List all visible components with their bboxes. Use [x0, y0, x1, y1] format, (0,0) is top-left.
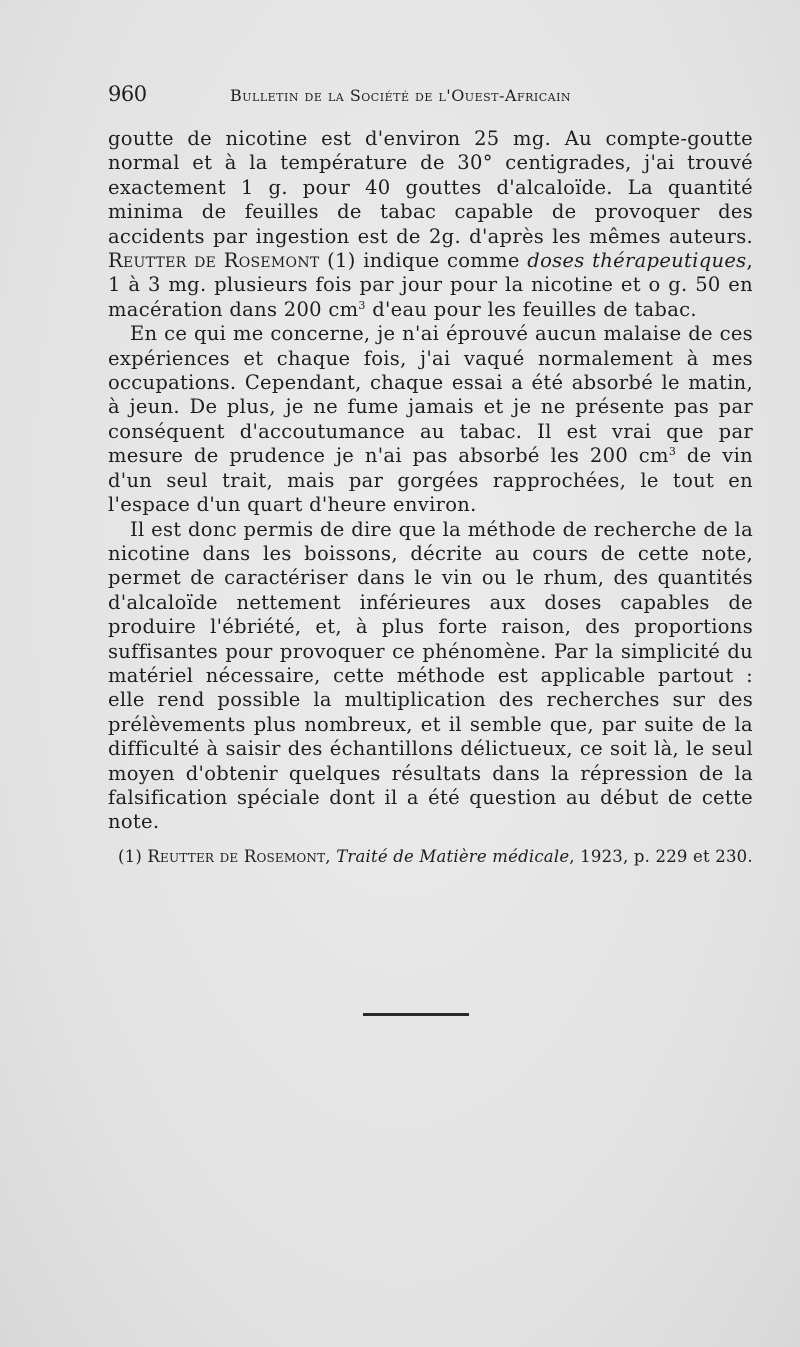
body-text — [108, 127, 753, 835]
italic-term: doses thérapeutiques — [527, 249, 747, 273]
footnote — [118, 846, 758, 868]
superscript: 3 — [358, 298, 366, 312]
author-name: Reutter de Rosemont — [108, 249, 320, 273]
footnote-rest: , 1923, p. 229 et 230. — [569, 847, 753, 866]
footnote-title: Traité de Matière médicale — [336, 847, 570, 866]
paragraph-text: d'eau pour les feuilles de tabac. — [365, 297, 697, 321]
end-rule — [363, 1013, 469, 1016]
paragraph-2 — [108, 322, 753, 517]
footnote-marker: (1) — [118, 847, 148, 866]
superscript: 3 — [668, 445, 677, 459]
paragraph-3: Il est donc permis de dire que la méthode de recherche de la nicotine dans les boissons, décrite au cours de cette note, permet de caractériser dans le vin ou le rhum, des quantités d'alcaloïde nettement inférieures aux doses capables de produire l'ébriété, et, à plus forte raison, des proportions suffisantes pour provoquer ce phénomène. Par la simplicité du matériel nécessaire, cette méthode est applicable partout : elle rend possible la multiplication des recherches sur des prélèvements plus nombreux, et il semble que, par suite de la difficulté à saisir des échantillons délictueux, ce soit là, le seul moyen d'obtenir quelques résultats dans la répression de la falsification spéciale dont il a été question au début de cette note. — [108, 517, 753, 834]
page-number: 960 — [108, 82, 147, 106]
running-title: Bulletin de la Société de l'Ouest-Africain — [230, 86, 572, 105]
paragraph-text: goutte de nicotine est d'environ 25 mg. Au compte-goutte normal et à la température de 30° centigrades, j'ai trouvé exactement 1 g. pour 40 gouttes d'alcaloïde. La quantité minima de feuilles de tabac capable de provoquer des accidents par ingestion est de 2g. d'après les mêmes auteurs. — [108, 127, 753, 248]
paragraph-text: En ce qui me concerne, je n'ai éprouvé aucun malaise de ces expériences et chaque fois, j'ai vaqué normalement à mes occupations. Cependant, chaque essai a été absorbé le matin, à jeun. De plus, je ne fume jamais et je ne présente pas par conséquent d'accoutumance au tabac. Il est vrai que par mesure de prudence je n'ai pas absorbé les 200 cm — [108, 322, 753, 468]
paragraph-text: , 1 à 3 mg. plusieurs fois par jour pour la nicotine et o g. 50 en macération dans 200 cm — [108, 249, 753, 321]
page-header — [108, 82, 748, 112]
paragraph-text: de vin d'un seul trait, mais par gorgées rapprochées, le tout en l'espace d'un quart d'heure environ. — [108, 444, 753, 517]
footnote-author: Reutter de Rosemont — [147, 847, 326, 866]
paragraph-text: (1) indique comme — [319, 249, 528, 273]
footnote-separator: , — [325, 847, 337, 866]
paragraph-1 — [108, 127, 753, 322]
